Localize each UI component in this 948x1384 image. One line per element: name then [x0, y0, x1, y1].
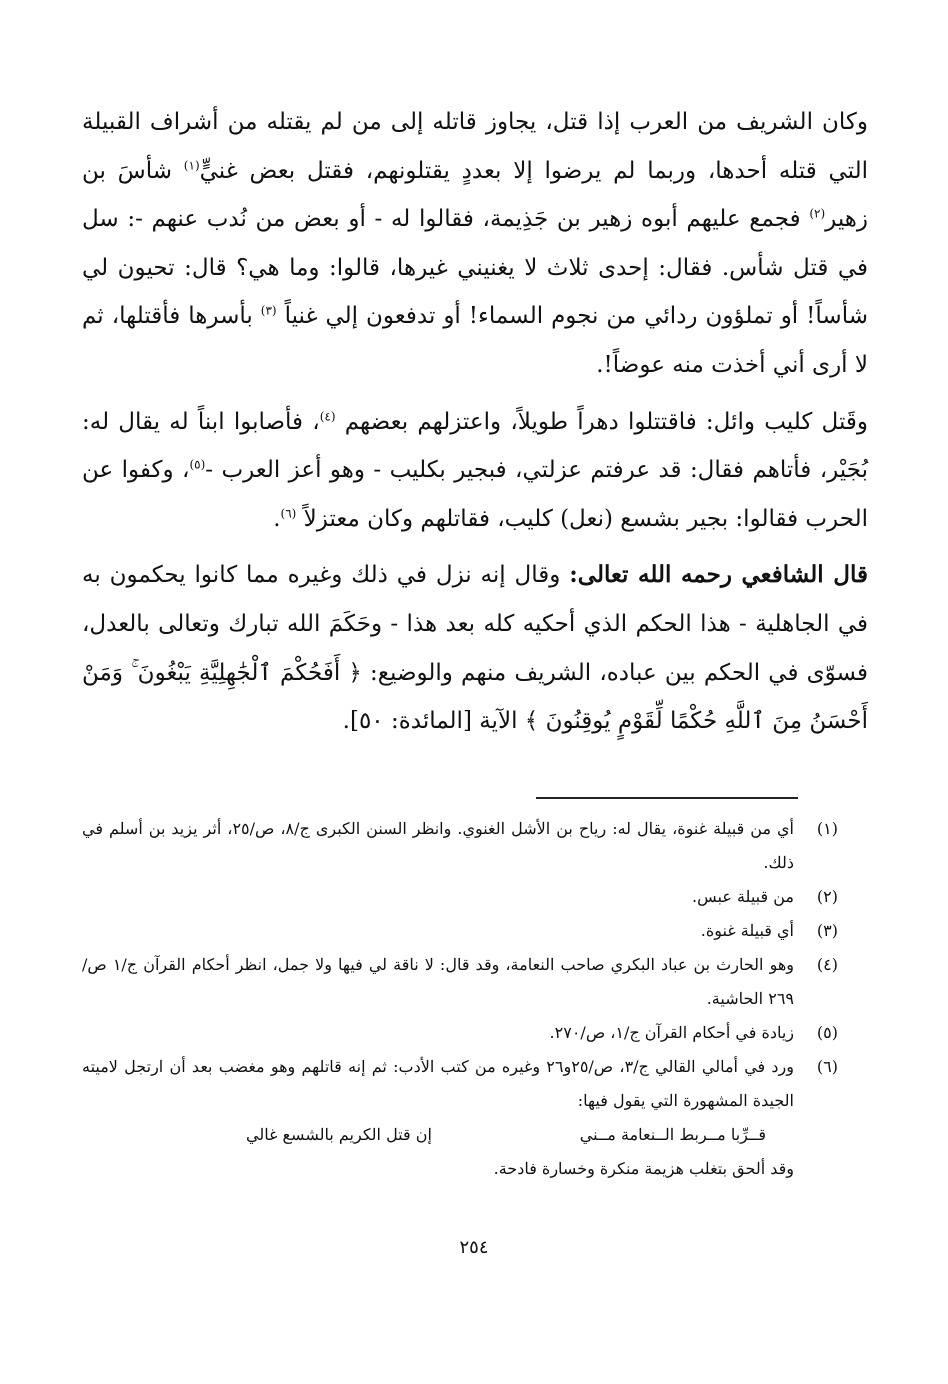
paragraph-1-text-b: شأسَ بن زهير — [82, 157, 869, 233]
main-text — [82, 98, 868, 746]
paragraph-3-lead: قال الشافعي رحمه الله تعالى: — [569, 561, 868, 589]
paragraph-2-text-d: . — [273, 505, 281, 532]
footnote-5 — [82, 1016, 838, 1050]
paragraph-2-text-b: ، فأصابوا ابناً له يقال له: بُجَيْر، فأتاهم فقال: قد عرفتم عزلتي، فبجير بكليب - وهو أعز العرب - — [82, 408, 868, 484]
footnote-ref-1[interactable]: (١) — [183, 157, 200, 172]
verse-first-hemistich: قــرِّبا مــربط الــنعامة مــني — [579, 1125, 766, 1144]
paragraph-3 — [82, 551, 868, 745]
paragraph-2-text-c: ، وكفوا عن الحرب فقالوا: بجير بشسع (نعل) كليب، فقاتلهم وكان معتزلاً — [82, 457, 868, 532]
footnote-separator — [536, 797, 798, 799]
footnote-1 — [82, 812, 838, 880]
page-number: ٢٥٤ — [459, 1237, 489, 1258]
footnote-text: وهو الحارث بن عباد البكري صاحب النعامة، وقد قال: لا ناقة لي فيها ولا جمل، انظر أحكام القرآن ج/١ ص/٢٦٩ الحاشية. — [82, 955, 794, 1008]
footnote-text: زيادة في أحكام القرآن ج/١، ص/٢٧٠. — [549, 1023, 794, 1042]
footnote-number: (١) — [816, 819, 838, 838]
footnote-4 — [82, 948, 838, 1016]
footnote-text: من قبيلة عبس. — [692, 887, 794, 906]
paragraph-1-text-c: فجمع عليهم أبوه زهير بن جَذِيمة، فقالوا له - أو بعض من نُدب عنهم -: سل في قتل شأس. فقال: إحدى ثلاث لا يغنيني غيرها، قالوا: وما هي؟ قال: تحيون لي شأساً! أو تملؤون ردائي من نجوم السماء! أو تدفعون إلي غنياً — [82, 206, 868, 330]
footnote-text: أي من قبيلة غنوة، يقال له: رياح بن الأشل الغنوي. وانظر السنن الكبرى ج/٨، ص/٢٥، أثر يزيد بن أسلم في ذلك. — [82, 819, 795, 872]
footnote-text: ورد في أمالي القالي ج/٣، ص/٢٥و٢٦ وغيره من كتب الأدب: ثم إنه قاتلهم وهو مغضب بعد أن ارتجل لاميته الجيدة المشهورة التي يقول فيها: — [82, 1057, 795, 1110]
footnote-number: (٢) — [816, 887, 838, 906]
footnote-6-continuation: وقد ألحق بتغلب هزيمة منكرة وخسارة فادحة. — [493, 1159, 794, 1178]
footnote-number: (٤) — [816, 955, 838, 974]
paragraph-1-text-d: بأسرها فأقتلها، ثم لا أرى أني أخذت منه عوضاً!. — [82, 303, 868, 378]
poem-verse — [246, 1118, 766, 1152]
footnote-6 — [82, 1050, 838, 1118]
verse-second-hemistich: إن قتل الكريم بالشسع غالي — [246, 1125, 432, 1144]
footnote-3 — [82, 914, 838, 948]
footnote-number: (٣) — [816, 921, 838, 940]
footnote-ref-4[interactable]: (٤) — [319, 408, 336, 423]
footnote-text: أي قبيلة غنوة. — [700, 921, 794, 940]
paragraph-3-text: وقال إنه نزل في ذلك وغيره مما كانوا يحكمون به في الجاهلية - هذا الحكم الذي أحكيه كله بعد هذا - وحَكَمَ الله تبارك وتعالى بالعدل، فسوّى في الحكم بين عباده، الشريف منهم والوضيع: ﴿ أَفَحُكْمَ ٱلْجَٰهِلِيَّةِ يَبْغُونَ ۚ وَمَنْ أَحْسَنُ مِنَ ٱللَّهِ حُكْمًا لِّقَوْمٍ يُوقِنُونَ ﴾ الآية [المائدة: ٥٠]. — [82, 562, 868, 735]
paragraph-1 — [82, 98, 868, 390]
footnote-ref-3[interactable]: (٣) — [260, 303, 277, 318]
footnote-number: (٦) — [816, 1057, 838, 1076]
paragraph-2-text-a: وقَتل كليب وائل: فاقتتلوا دهراً طويلاً، واعتزلهم بعضهم — [344, 408, 868, 435]
footnote-ref-6[interactable]: (٦) — [280, 506, 297, 521]
footnotes — [82, 812, 838, 1186]
paragraph-2 — [82, 398, 868, 544]
footnote-number: (٥) — [816, 1023, 838, 1042]
footnote-ref-2[interactable]: (٢) — [809, 206, 826, 221]
footnote-ref-5[interactable]: (٥) — [189, 457, 206, 472]
paragraph-1-text-a: وكان الشريف من العرب إذا قتل، يجاوز قاتله إلى من لم يقتله من أشراف القبيلة التي قتله أحدها، وربما لم يرضوا إلا بعددٍ يقتلونهم، فقتل بعض غنيٍّ — [82, 109, 869, 184]
footnote-2 — [82, 880, 838, 914]
